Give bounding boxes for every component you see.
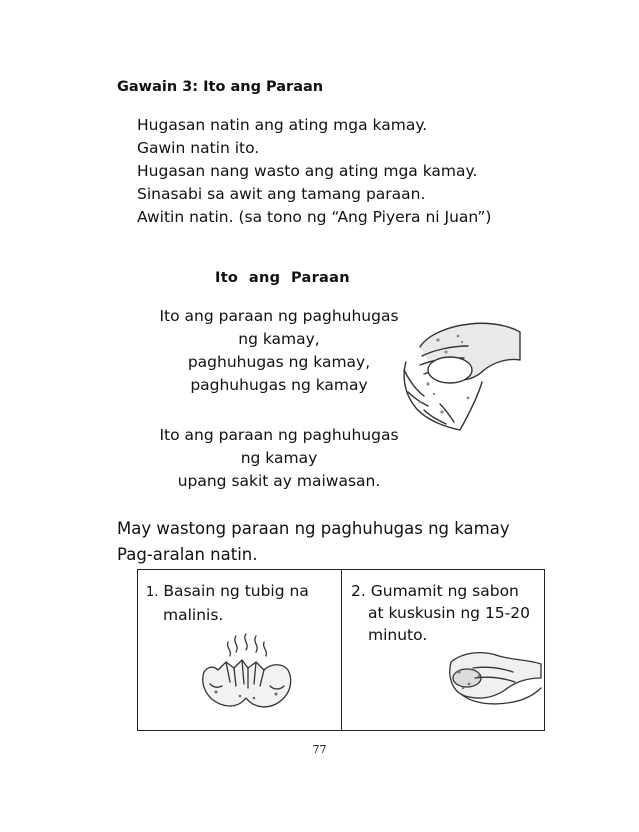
step-number: 1. <box>146 585 159 600</box>
song-verse-2 <box>140 424 418 493</box>
step-line: Gumamit ng sabon <box>370 582 519 600</box>
intro-paragraph <box>137 114 491 229</box>
verse-line: paghuhugas ng kamay <box>190 376 368 394</box>
step-line: Basain ng tubig na <box>163 582 309 600</box>
step-divider <box>341 570 342 730</box>
instruction-paragraph <box>117 516 510 568</box>
song-title: Ito ang Paraan <box>215 270 350 286</box>
instruction-line: May wastong paraan ng paghuhugas ng kamay <box>117 519 510 538</box>
hands-with-soap-illustration <box>443 648 543 708</box>
step-number: 2. <box>351 582 366 600</box>
verse-line: ng kamay <box>240 449 318 467</box>
hands-washing-illustration <box>398 312 523 437</box>
hands-under-water-illustration <box>196 632 296 722</box>
verse-line: ng kamay, <box>238 330 320 348</box>
verse-line: upang sakit ay maiwasan. <box>177 472 381 490</box>
verse-line: Ito ang paraan ng paghuhugas <box>159 307 399 325</box>
intro-line: Hugasan nang wasto ang ating mga kamay. <box>137 162 478 180</box>
instruction-line: Pag-aralan natin. <box>117 545 258 564</box>
page-number: 77 <box>312 743 327 756</box>
intro-line: Sinasabi sa awit ang tamang paraan. <box>137 185 426 203</box>
step-line: at kuskusin ng 15-20 <box>368 604 530 622</box>
step-1 <box>146 580 336 626</box>
activity-heading: Gawain 3: Ito ang Paraan <box>117 79 324 95</box>
step-line: minuto. <box>368 626 428 644</box>
song-verse-1 <box>140 305 418 397</box>
intro-line: Awitin natin. (sa tono ng “Ang Piyera ni Juan”) <box>137 208 492 226</box>
intro-line: Hugasan natin ang ating mga kamay. <box>137 116 428 134</box>
intro-line: Gawin natin ito. <box>137 139 260 157</box>
steps-box <box>137 569 545 731</box>
step-2 <box>351 580 541 646</box>
verse-line: Ito ang paraan ng paghuhugas <box>159 426 399 444</box>
verse-line: paghuhugas ng kamay, <box>187 353 371 371</box>
step-line: malinis. <box>163 606 224 624</box>
